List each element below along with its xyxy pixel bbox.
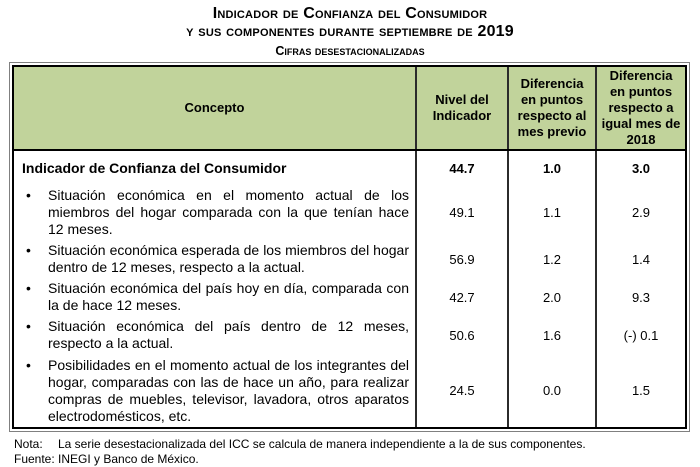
row-dif-mes-value: 1.6: [507, 316, 595, 354]
table-row-posibilidades-compras: [14, 354, 685, 427]
bullet-icon: •: [26, 242, 31, 258]
column-header-nivel-del-indicador: Nivel del Indicador: [415, 67, 507, 149]
column-header-diferencia-mes-previo: Diferencia en puntos respecto al mes previo: [507, 67, 595, 149]
table-row-situacion-pais-actual: [14, 278, 685, 316]
table-body: [14, 151, 685, 427]
row-dif-mes-value: 1.2: [507, 240, 595, 278]
note-text: La serie desestacionalizada del ICC se calcula de manera independiente a la de sus componentes.: [58, 437, 586, 451]
table-header-row: [14, 67, 685, 151]
row-concept-label: Situación económica del país hoy en día, comparada con la de hace 12 meses.: [48, 280, 409, 313]
table-row-situacion-hogar-actual: [14, 185, 685, 240]
row-dif-2018-value: 1.4: [595, 240, 685, 278]
row-dif-mes-value: 2.0: [507, 278, 595, 316]
note-label: Nota:: [14, 437, 43, 451]
row-nivel-value: 24.5: [415, 354, 507, 427]
row-nivel-value: 49.1: [415, 185, 507, 240]
source-row: [14, 452, 700, 467]
row-concept-label: Posibilidades en el momento actual de los integrantes del hogar, comparadas con las de hace un año, para realizar compras de muebles, televisor, lavadora, otros aparatos electrodomésticos, etc.: [48, 356, 409, 424]
row-dif-2018-value: (-) 0.1: [595, 316, 685, 354]
row-concept-label: Situación económica del país dentro de 12 meses, respecto a la actual.: [48, 318, 409, 351]
title-block: [0, 0, 700, 60]
page-subtitle: Cifras desestacionalizadas: [275, 44, 425, 58]
consumer-confidence-table: [12, 65, 687, 429]
row-concept-label: Situación económica en el momento actual de los miembros del hogar comparada con la que tenían hace 12 meses.: [48, 187, 409, 237]
bullet-icon: •: [26, 318, 31, 334]
row-dif-mes-value: 1.1: [507, 185, 595, 240]
table-outer-frame: [9, 62, 690, 432]
source-text: INEGI y Banco de México.: [58, 452, 199, 466]
row-dif-mes-value: 0.0: [507, 354, 595, 427]
row-nivel-value: 56.9: [415, 240, 507, 278]
bullet-icon: •: [26, 280, 31, 296]
row-nivel-value: 44.7: [415, 151, 507, 185]
page-title-line2: y sus componentes durante septiembre de 2019: [186, 23, 514, 40]
footer-notes: [14, 437, 700, 467]
page-title-line1: Indicador de Confianza del Consumidor: [212, 5, 488, 22]
column-header-diferencia-2018: Diferencia en puntos respecto a igual mes de 2018: [595, 67, 685, 149]
row-concept-label: Indicador de Confianza del Consumidor: [22, 159, 287, 176]
table-row-icc-total: [14, 151, 685, 185]
row-dif-2018-value: 1.5: [595, 354, 685, 427]
row-dif-2018-value: 3.0: [595, 151, 685, 185]
row-concept-label: Situación económica esperada de los miembros del hogar dentro de 12 meses, respecto a la actual.: [48, 242, 409, 275]
row-dif-2018-value: 2.9: [595, 185, 685, 240]
bullet-icon: •: [26, 187, 31, 203]
table-row-situacion-pais-esperada: [14, 316, 685, 354]
row-dif-2018-value: 9.3: [595, 278, 685, 316]
column-header-concepto: Concepto: [184, 100, 245, 115]
row-dif-mes-value: 1.0: [507, 151, 595, 185]
source-label: Fuente:: [14, 452, 55, 466]
table-row-situacion-hogar-esperada: [14, 240, 685, 278]
bullet-icon: •: [26, 356, 31, 373]
note-row: [14, 437, 700, 452]
row-nivel-value: 42.7: [415, 278, 507, 316]
row-nivel-value: 50.6: [415, 316, 507, 354]
